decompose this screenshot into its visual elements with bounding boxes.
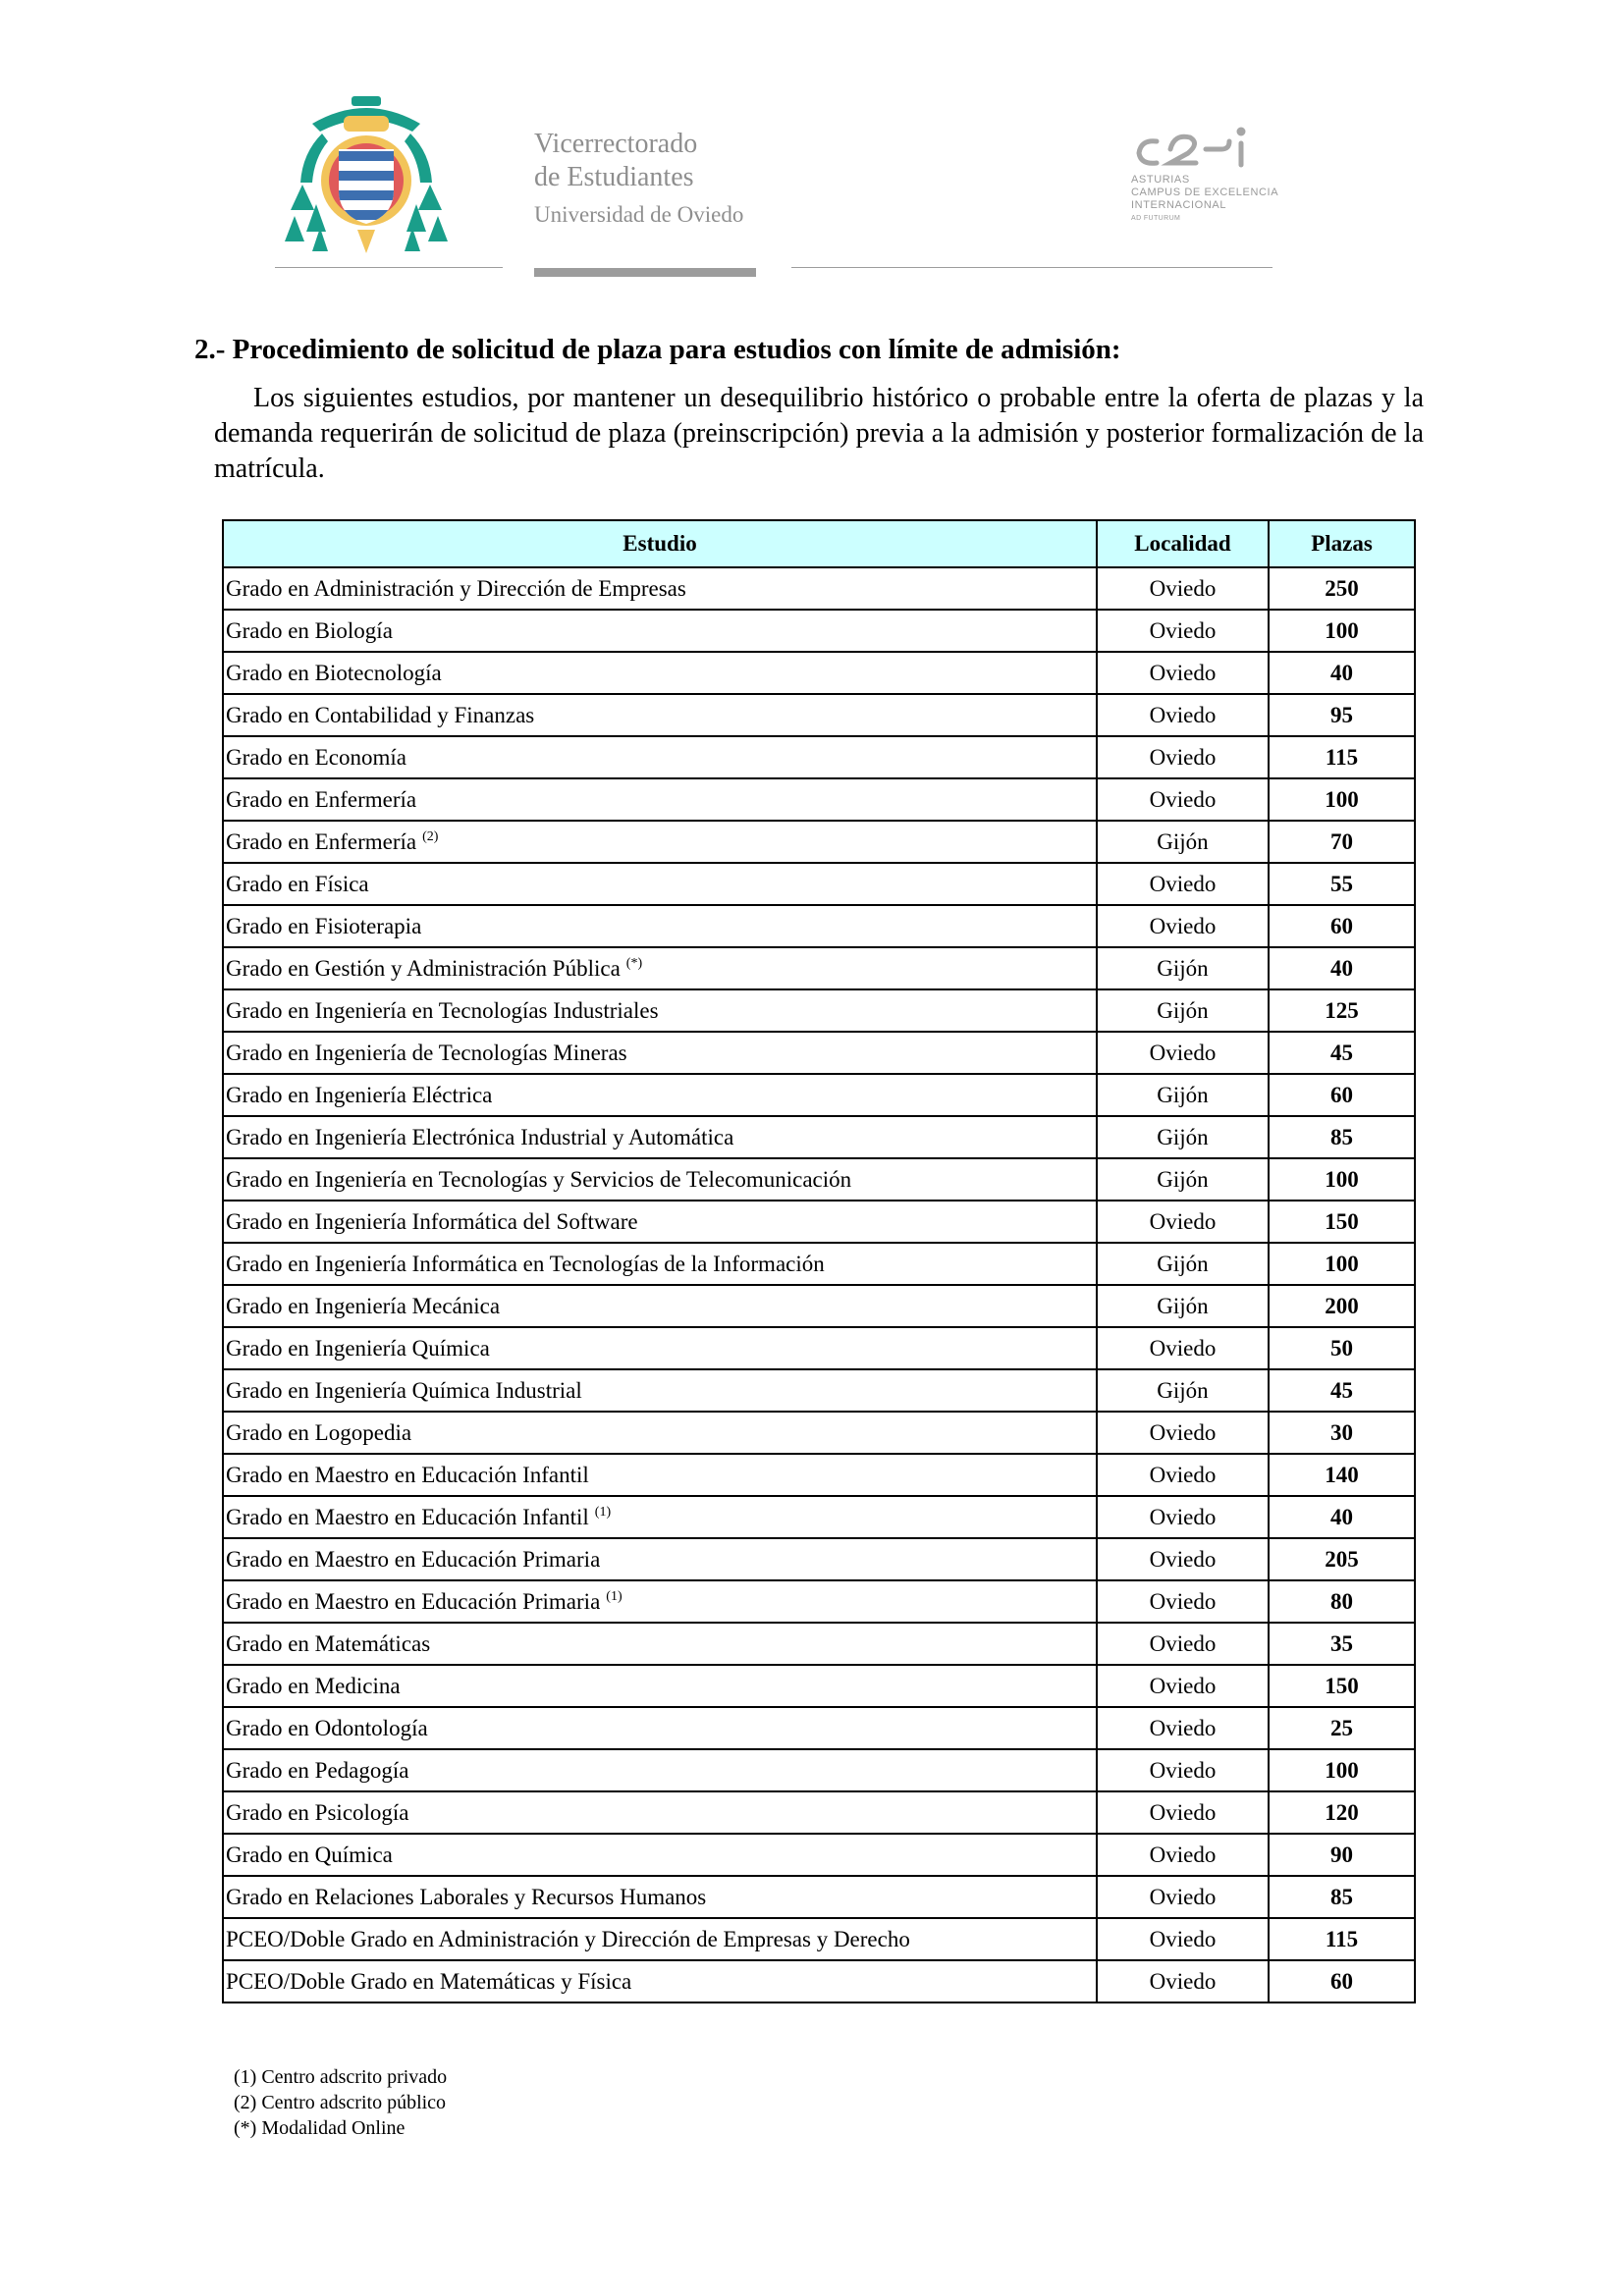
cell-places: 115 xyxy=(1269,1918,1415,1960)
cell-location: Gijón xyxy=(1097,1285,1269,1327)
table-row xyxy=(223,1960,1415,2002)
study-name: Grado en Biotecnología xyxy=(226,660,442,685)
table-row xyxy=(223,1707,1415,1749)
cell-places: 100 xyxy=(1269,1243,1415,1285)
vicerrectorado-line2: de Estudiantes xyxy=(534,162,694,192)
cell-study xyxy=(223,905,1097,947)
study-name: Grado en Ingeniería Mecánica xyxy=(226,1293,501,1318)
cell-location: Oviedo xyxy=(1097,1918,1269,1960)
footnote-online: (*) Modalidad Online xyxy=(234,2117,406,2139)
cell-study xyxy=(223,1412,1097,1454)
study-name: Grado en Ingeniería de Tecnologías Mineras xyxy=(226,1040,627,1065)
table-row xyxy=(223,1327,1415,1369)
table-row xyxy=(223,652,1415,694)
study-name: Grado en Fisioterapia xyxy=(226,913,422,938)
table-row xyxy=(223,567,1415,610)
table-row xyxy=(223,1623,1415,1665)
table-row xyxy=(223,1412,1415,1454)
cell-study xyxy=(223,1791,1097,1834)
footnote-private: (1) Centro adscrito privado xyxy=(234,2066,448,2088)
table-row xyxy=(223,1285,1415,1327)
table-row xyxy=(223,1116,1415,1158)
cell-places: 200 xyxy=(1269,1285,1415,1327)
cell-study xyxy=(223,1369,1097,1412)
cell-places: 45 xyxy=(1269,1369,1415,1412)
table-row xyxy=(223,610,1415,652)
cell-location: Oviedo xyxy=(1097,1749,1269,1791)
cell-study xyxy=(223,1496,1097,1538)
cei-line4: AD FUTURUM xyxy=(1131,215,1181,222)
cell-study xyxy=(223,736,1097,778)
cell-places: 100 xyxy=(1269,1158,1415,1201)
cell-location: Oviedo xyxy=(1097,1623,1269,1665)
cell-study xyxy=(223,1707,1097,1749)
table-row xyxy=(223,1538,1415,1580)
study-name: Grado en Relaciones Laborales y Recursos Humanos xyxy=(226,1884,707,1909)
cell-places: 45 xyxy=(1269,1032,1415,1074)
cell-study xyxy=(223,1665,1097,1707)
cei-line3: INTERNACIONAL xyxy=(1131,199,1227,211)
study-name: Grado en Enfermería xyxy=(226,786,417,812)
cell-location: Gijón xyxy=(1097,1369,1269,1412)
cell-location: Oviedo xyxy=(1097,610,1269,652)
cell-study xyxy=(223,1538,1097,1580)
study-name: Grado en Ingeniería Informática del Software xyxy=(226,1208,638,1234)
column-header-places: Plazas xyxy=(1269,520,1415,567)
study-name: Grado en Maestro en Educación Primaria xyxy=(226,1588,601,1614)
vicerrectorado-logo-text xyxy=(534,128,743,232)
study-name: Grado en Logopedia xyxy=(226,1419,412,1445)
study-name: Grado en Ingeniería Química xyxy=(226,1335,490,1361)
study-note-marker: (1) xyxy=(594,1504,612,1520)
table-row xyxy=(223,821,1415,863)
cell-study xyxy=(223,1116,1097,1158)
cell-location: Gijón xyxy=(1097,947,1269,989)
header-divider-middle xyxy=(534,268,756,277)
cell-places: 100 xyxy=(1269,1749,1415,1791)
study-name: Grado en Ingeniería Informática en Tecnologías de la Información xyxy=(226,1251,825,1276)
cell-places: 150 xyxy=(1269,1665,1415,1707)
cell-study xyxy=(223,1918,1097,1960)
cell-location: Oviedo xyxy=(1097,694,1269,736)
cell-places: 85 xyxy=(1269,1116,1415,1158)
cell-location: Oviedo xyxy=(1097,1538,1269,1580)
cell-study xyxy=(223,863,1097,905)
cell-study xyxy=(223,1285,1097,1327)
cell-places: 150 xyxy=(1269,1201,1415,1243)
cell-location: Oviedo xyxy=(1097,1665,1269,1707)
study-name: Grado en Administración y Dirección de Empresas xyxy=(226,575,686,601)
cell-location: Oviedo xyxy=(1097,1412,1269,1454)
cell-places: 90 xyxy=(1269,1834,1415,1876)
section-title: 2.- Procedimiento de solicitud de plaza para estudios con límite de admisión: xyxy=(194,334,1121,365)
study-name: Grado en Química xyxy=(226,1842,393,1867)
cell-places: 205 xyxy=(1269,1538,1415,1580)
cell-study xyxy=(223,1876,1097,1918)
cell-places: 95 xyxy=(1269,694,1415,736)
table-row xyxy=(223,1454,1415,1496)
cei-logo-icon xyxy=(1127,120,1274,179)
table-header-row xyxy=(223,520,1415,567)
cell-location: Oviedo xyxy=(1097,1834,1269,1876)
header-divider-left xyxy=(275,267,503,268)
university-name: Universidad de Oviedo xyxy=(534,202,744,227)
cell-study xyxy=(223,947,1097,989)
cell-places: 60 xyxy=(1269,1960,1415,2002)
table-row xyxy=(223,1074,1415,1116)
cell-location: Oviedo xyxy=(1097,1580,1269,1623)
table-row xyxy=(223,778,1415,821)
cell-study xyxy=(223,989,1097,1032)
cell-study xyxy=(223,694,1097,736)
study-name: Grado en Física xyxy=(226,871,369,896)
intro-paragraph: Los siguientes estudios, por mantener un desequilibrio histórico o probable entre la oferta de plazas y la demanda requerirán de solicitud de plaza (preinscripción) previa a la admisión y posterior formalización de la matrícula. xyxy=(214,383,1424,484)
cell-places: 60 xyxy=(1269,905,1415,947)
cell-location: Oviedo xyxy=(1097,1707,1269,1749)
cell-study xyxy=(223,1327,1097,1369)
table-row xyxy=(223,1243,1415,1285)
study-note-marker: (1) xyxy=(606,1588,623,1604)
cell-location: Oviedo xyxy=(1097,1960,1269,2002)
cell-study xyxy=(223,821,1097,863)
cell-study xyxy=(223,567,1097,610)
cell-location: Oviedo xyxy=(1097,1454,1269,1496)
footnotes xyxy=(234,2064,447,2141)
cell-places: 85 xyxy=(1269,1876,1415,1918)
cell-places: 50 xyxy=(1269,1327,1415,1369)
study-name: Grado en Ingeniería Electrónica Industrial y Automática xyxy=(226,1124,734,1149)
cell-places: 60 xyxy=(1269,1074,1415,1116)
cell-places: 35 xyxy=(1269,1623,1415,1665)
cell-study xyxy=(223,1201,1097,1243)
table-row xyxy=(223,694,1415,736)
cell-location: Oviedo xyxy=(1097,863,1269,905)
cell-location: Gijón xyxy=(1097,1074,1269,1116)
table-row xyxy=(223,947,1415,989)
table-row xyxy=(223,1749,1415,1791)
cell-study xyxy=(223,1074,1097,1116)
study-name: PCEO/Doble Grado en Administración y Dirección de Empresas y Derecho xyxy=(226,1926,910,1951)
table-row xyxy=(223,1369,1415,1412)
table-body xyxy=(223,567,1415,2002)
study-name: Grado en Odontología xyxy=(226,1715,428,1740)
cell-location: Oviedo xyxy=(1097,1791,1269,1834)
table-row xyxy=(223,1918,1415,1960)
cell-location: Oviedo xyxy=(1097,652,1269,694)
table-row xyxy=(223,1876,1415,1918)
table-row xyxy=(223,1665,1415,1707)
study-name: Grado en Economía xyxy=(226,744,406,770)
cell-places: 70 xyxy=(1269,821,1415,863)
study-name: Grado en Enfermería xyxy=(226,828,417,854)
cell-location: Gijón xyxy=(1097,1158,1269,1201)
study-name: PCEO/Doble Grado en Matemáticas y Física xyxy=(226,1968,632,1994)
table-row xyxy=(223,863,1415,905)
cei-line2: CAMPUS DE EXCELENCIA xyxy=(1131,187,1279,198)
table-row xyxy=(223,1201,1415,1243)
cell-location: Oviedo xyxy=(1097,778,1269,821)
studies-table xyxy=(222,519,1416,2003)
study-name: Grado en Medicina xyxy=(226,1673,401,1698)
study-name: Grado en Psicología xyxy=(226,1799,409,1825)
cell-study xyxy=(223,1243,1097,1285)
cell-places: 140 xyxy=(1269,1454,1415,1496)
cell-places: 250 xyxy=(1269,567,1415,610)
vicerrectorado-line1: Vicerrectorado xyxy=(534,129,698,159)
table-row xyxy=(223,1791,1415,1834)
footnote-public: (2) Centro adscrito público xyxy=(234,2092,447,2113)
table-row xyxy=(223,905,1415,947)
study-name: Grado en Matemáticas xyxy=(226,1630,431,1656)
cei-logo-text xyxy=(1131,174,1278,225)
cell-location: Oviedo xyxy=(1097,1327,1269,1369)
study-name: Grado en Maestro en Educación Infantil xyxy=(226,1462,589,1487)
cell-location: Oviedo xyxy=(1097,1032,1269,1074)
table-row xyxy=(223,989,1415,1032)
study-name: Grado en Gestión y Administración Pública xyxy=(226,955,621,981)
cell-study xyxy=(223,1032,1097,1074)
cell-location: Gijón xyxy=(1097,1116,1269,1158)
cei-line1: ASTURIAS xyxy=(1131,174,1190,186)
cell-location: Oviedo xyxy=(1097,1201,1269,1243)
cell-study xyxy=(223,1749,1097,1791)
cell-study xyxy=(223,1623,1097,1665)
cell-location: Oviedo xyxy=(1097,567,1269,610)
study-name: Grado en Ingeniería Eléctrica xyxy=(226,1082,493,1107)
study-name: Grado en Ingeniería Química Industrial xyxy=(226,1377,582,1403)
table-row xyxy=(223,1158,1415,1201)
cell-location: Oviedo xyxy=(1097,1876,1269,1918)
study-name: Grado en Maestro en Educación Infantil xyxy=(226,1504,589,1529)
cell-study xyxy=(223,1580,1097,1623)
cell-study xyxy=(223,1834,1097,1876)
cell-location: Gijón xyxy=(1097,821,1269,863)
study-note-marker: (2) xyxy=(422,828,439,844)
cell-study xyxy=(223,1960,1097,2002)
cell-study xyxy=(223,652,1097,694)
cell-places: 80 xyxy=(1269,1580,1415,1623)
study-name: Grado en Pedagogía xyxy=(226,1757,409,1783)
study-name: Grado en Biología xyxy=(226,617,393,643)
cell-places: 115 xyxy=(1269,736,1415,778)
study-name: Grado en Contabilidad y Finanzas xyxy=(226,702,535,727)
cell-location: Oviedo xyxy=(1097,736,1269,778)
column-header-location: Localidad xyxy=(1097,520,1269,567)
study-name: Grado en Ingeniería en Tecnologías y Servicios de Telecomunicación xyxy=(226,1166,852,1192)
cell-places: 40 xyxy=(1269,947,1415,989)
cell-location: Oviedo xyxy=(1097,1496,1269,1538)
table-row xyxy=(223,1834,1415,1876)
cell-study xyxy=(223,610,1097,652)
column-header-study: Estudio xyxy=(223,520,1097,567)
cell-places: 125 xyxy=(1269,989,1415,1032)
university-crest-icon xyxy=(283,94,450,256)
cell-places: 55 xyxy=(1269,863,1415,905)
study-note-marker: (*) xyxy=(625,955,643,971)
cell-places: 100 xyxy=(1269,778,1415,821)
table-row xyxy=(223,736,1415,778)
cell-places: 40 xyxy=(1269,1496,1415,1538)
study-name: Grado en Maestro en Educación Primaria xyxy=(226,1546,601,1572)
cell-places: 25 xyxy=(1269,1707,1415,1749)
cell-location: Oviedo xyxy=(1097,905,1269,947)
cell-study xyxy=(223,1454,1097,1496)
cell-location: Gijón xyxy=(1097,989,1269,1032)
study-name: Grado en Ingeniería en Tecnologías Industriales xyxy=(226,997,659,1023)
page-header xyxy=(0,0,1624,294)
cell-places: 40 xyxy=(1269,652,1415,694)
cell-study xyxy=(223,1158,1097,1201)
cell-places: 30 xyxy=(1269,1412,1415,1454)
table-row xyxy=(223,1496,1415,1538)
cell-places: 100 xyxy=(1269,610,1415,652)
header-divider-right xyxy=(791,267,1272,268)
cell-location: Gijón xyxy=(1097,1243,1269,1285)
table-row xyxy=(223,1580,1415,1623)
cell-places: 120 xyxy=(1269,1791,1415,1834)
table-row xyxy=(223,1032,1415,1074)
cell-study xyxy=(223,778,1097,821)
